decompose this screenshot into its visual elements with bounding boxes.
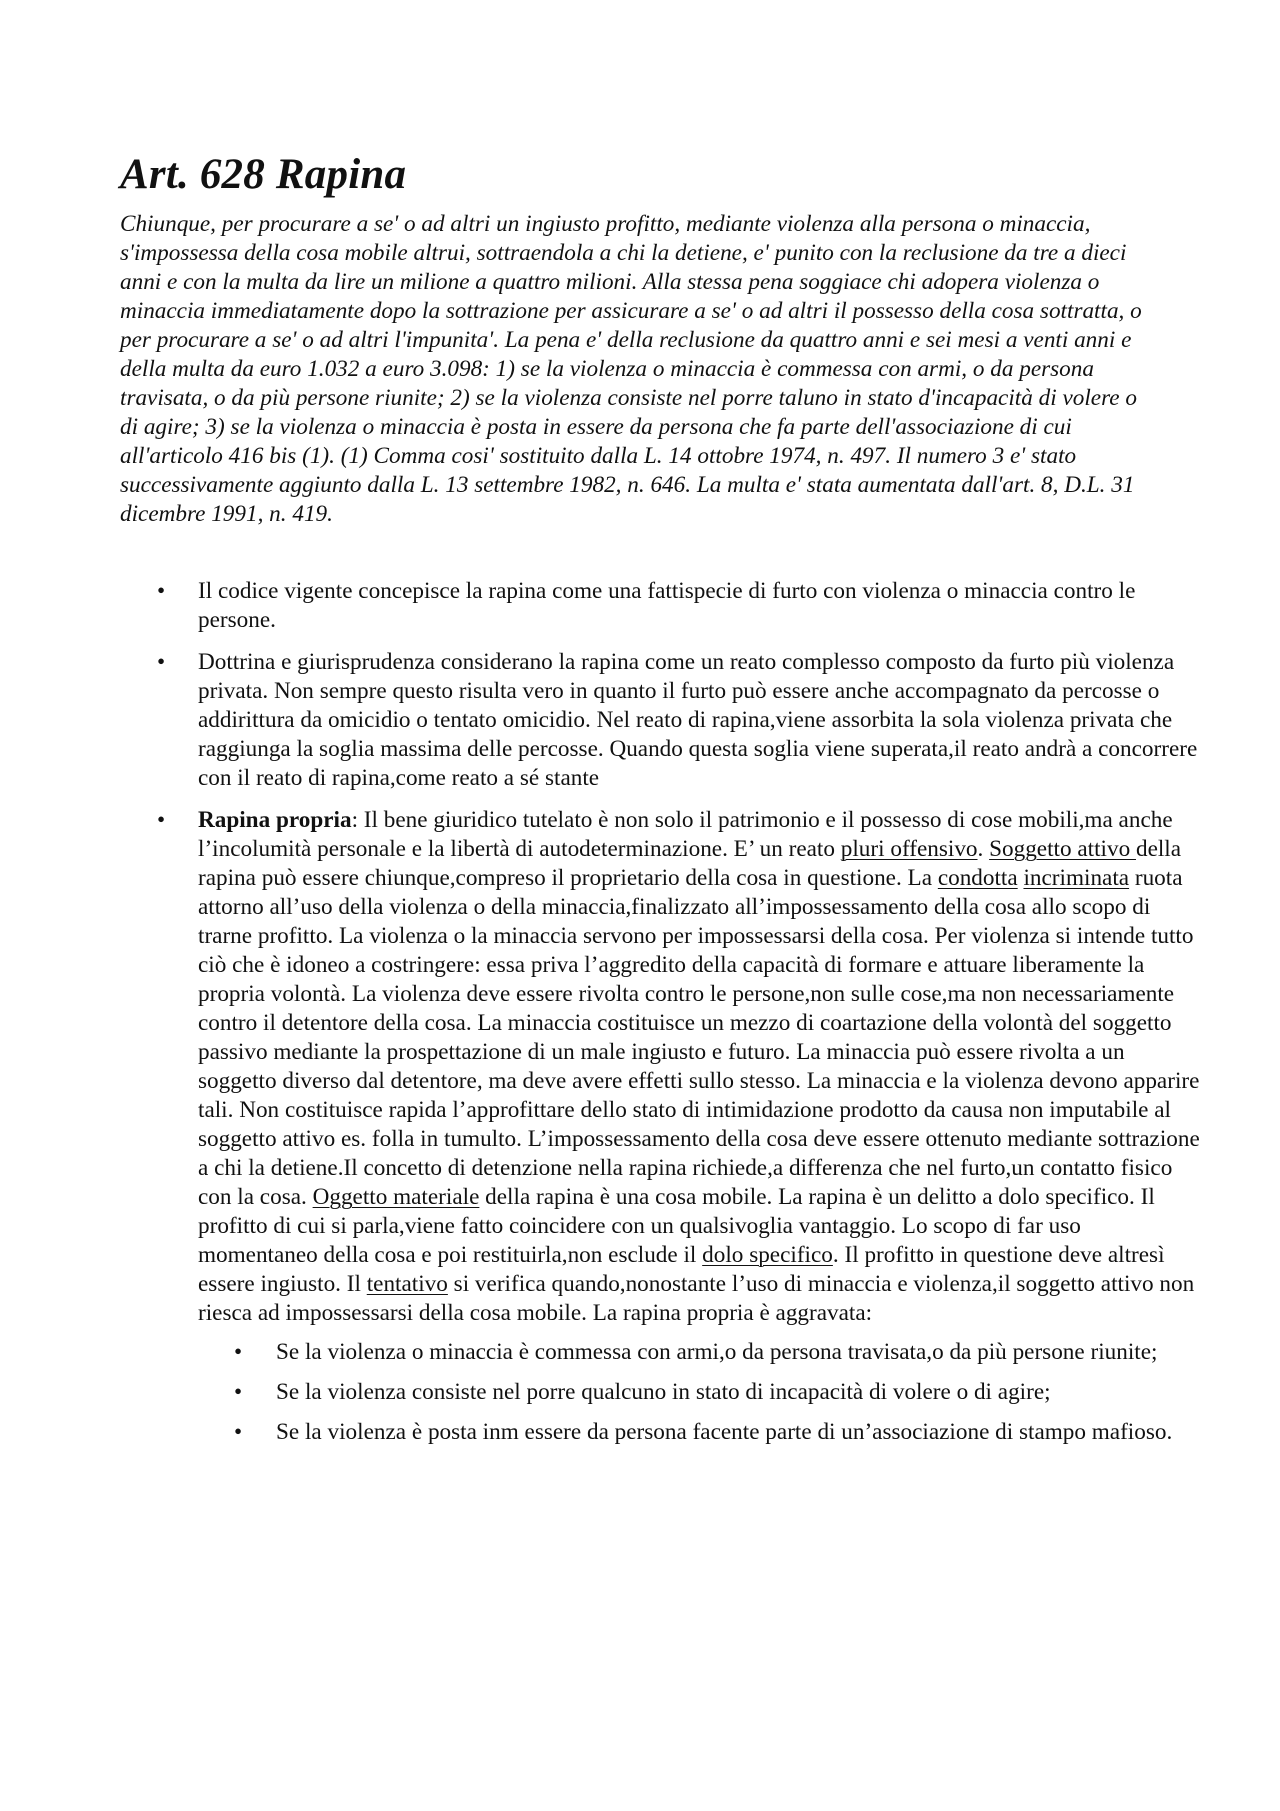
term-oggetto-materiale: Oggetto materiale <box>312 1184 480 1210</box>
term-dolo-specifico: dolo specifico <box>702 1242 833 1268</box>
list-item-text <box>198 807 1200 1326</box>
sub-list-item-text: Se la violenza è posta inm essere da persona facente parte di un’associazione di stampo mafioso. <box>276 1419 1173 1445</box>
sub-bullet-list <box>198 1338 1200 1447</box>
article-text: Chiunque, per procurare a se' o ad altri un ingiusto profitto, mediante violenza alla persona o minaccia, s'impossessa della cosa mobile altrui, sottraendola a chi la detiene, e' punito con la reclusione da tre a dieci anni e con la multa da lire un milione a quattro milioni. Alla stessa pena soggiace chi adopera violenza o minaccia immediatamente dopo la sottrazione per assicurare a se' o ad altri il possesso della cosa sottratta, o per procurare a se' o ad altri l'impunita'. La pena e' della reclusione da quattro anni e sei mesi a venti anni e della multa da euro 1.032 a euro 3.098: 1) se la violenza o minaccia è commessa con armi, o da persona travisata, o da più persone riunite; 2) se la violenza consiste nel porre taluno in stato d'incapacità di volere o di agire; 3) se la violenza o minaccia è posta in essere da persona che fa parte dell'associazione di cui all'articolo 416 bis (1). (1) Comma cosi' sostituito dalla L. 14 ottobre 1974, n. 497. Il numero 3 e' stato successivamente aggiunto dalla L. 13 settembre 1982, n. 646. La multa e' stata aumentata dall'art. 8, D.L. 31 dicembre 1991, n. 419. <box>120 211 1142 527</box>
bullet-icon: • <box>157 807 166 833</box>
term-condotta: condotta <box>937 865 1018 891</box>
term-soggetto-attivo: Soggetto attivo <box>989 836 1136 862</box>
sub-list-item <box>198 1338 1200 1367</box>
list-item <box>120 806 1200 1447</box>
bullet-icon: • <box>157 649 166 675</box>
document-page <box>120 150 1200 1460</box>
text-segment: ruota attorno all’uso della violenza o della minaccia,finalizzato all’impossessamento della cosa allo scopo di trarne profitto. La violenza o la minaccia servono per impossessarsi della cosa. Per violenza si intende tutto ciò che è idoneo a costringere: essa priva l’aggredito della capacità di formare e attuare liberamente la propria volontà. La violenza deve essere rivolta contro le persone,non sulle cose,ma non necessariamente contro il detentore della cosa. La minaccia costituisce un mezzo di coartazione della volontà del soggetto passivo mediante la prospettazione di un male ingiusto e futuro. La minaccia può essere rivolta a un soggetto diverso dal detentore, ma deve avere effetti sullo stesso. La minaccia e la violenza devono apparire tali. Non costituisce rapida l’approfittare dello stato di intimidazione prodotto da causa non imputabile al soggetto attivo es. folla in tumulto. L’impossessamento della cosa deve essere ottenuto mediante sottrazione a chi la detiene.Il concetto di detenzione nella rapina richiede,a differenza che nel furto,un contatto fisico con la cosa. <box>198 865 1200 1210</box>
bullet-icon: • <box>157 578 166 604</box>
sub-list-item-text: Se la violenza o minaccia è commessa con armi,o da persona travisata,o da più persone riunite; <box>276 1339 1158 1365</box>
text-segment: della rapina può essere chiunque,compreso il proprietario della cosa in questione. La <box>198 836 1182 891</box>
bullet-icon: • <box>234 1419 243 1445</box>
text-segment: . <box>977 836 990 862</box>
term-incriminata: incriminata <box>1023 865 1130 891</box>
list-item-text: Dottrina e giurisprudenza considerano la rapina come un reato complesso composto da furto più violenza privata. Non sempre questo risulta vero in quanto il furto può essere anche accompagnato da percosse o addirittura da omicidio o tentato omicidio. Nel reato di rapina,viene assorbita la sola violenza privata che raggiunga la soglia massima delle percosse. Quando questa soglia viene superata,il reato andrà a concorrere con il reato di rapina,come reato a sé stante <box>198 649 1198 791</box>
term-rapina-propria: Rapina propria <box>198 807 352 833</box>
bullet-icon: • <box>234 1379 243 1405</box>
page-title: Art. 628 Rapina <box>120 151 407 198</box>
sub-list-item-text: Se la violenza consiste nel porre qualcuno in stato di incapacità di volere o di agire; <box>276 1379 1051 1405</box>
term-pluri-offensivo: pluri offensivo <box>840 836 978 862</box>
list-item-text: Il codice vigente concepisce la rapina come una fattispecie di furto con violenza o minaccia contro le persone. <box>198 578 1136 633</box>
bullet-icon: • <box>234 1339 243 1365</box>
sub-list-item <box>198 1378 1200 1407</box>
text-segment: della rapina è una cosa mobile. La rapina è un delitto a dolo specifico. Il profitto di cui si parla,viene fatto coincidere con un qualsivoglia vantaggio. Lo scopo di far uso momentaneo della cosa e poi restituirla,non esclude il <box>198 1184 1155 1268</box>
text-segment: si verifica quando,nonostante l’uso di minaccia e violenza,il soggetto attivo non riesca ad impossessarsi della cosa mobile. La rapina propria è aggravata: <box>198 1271 1195 1326</box>
text-segment: . Il profitto in questione deve altresì essere ingiusto. Il <box>198 1242 1165 1297</box>
bullet-list <box>120 577 1200 1447</box>
list-item <box>120 648 1200 793</box>
sub-list-item <box>198 1418 1200 1447</box>
term-tentativo: tentativo <box>366 1271 448 1297</box>
list-item <box>120 577 1200 635</box>
text-segment: : Il bene giuridico tutelato è non solo il patrimonio e il possesso di cose mobili,ma anche l’incolumità personale e la libertà di autodeterminazione. E’ un reato <box>198 807 1173 862</box>
